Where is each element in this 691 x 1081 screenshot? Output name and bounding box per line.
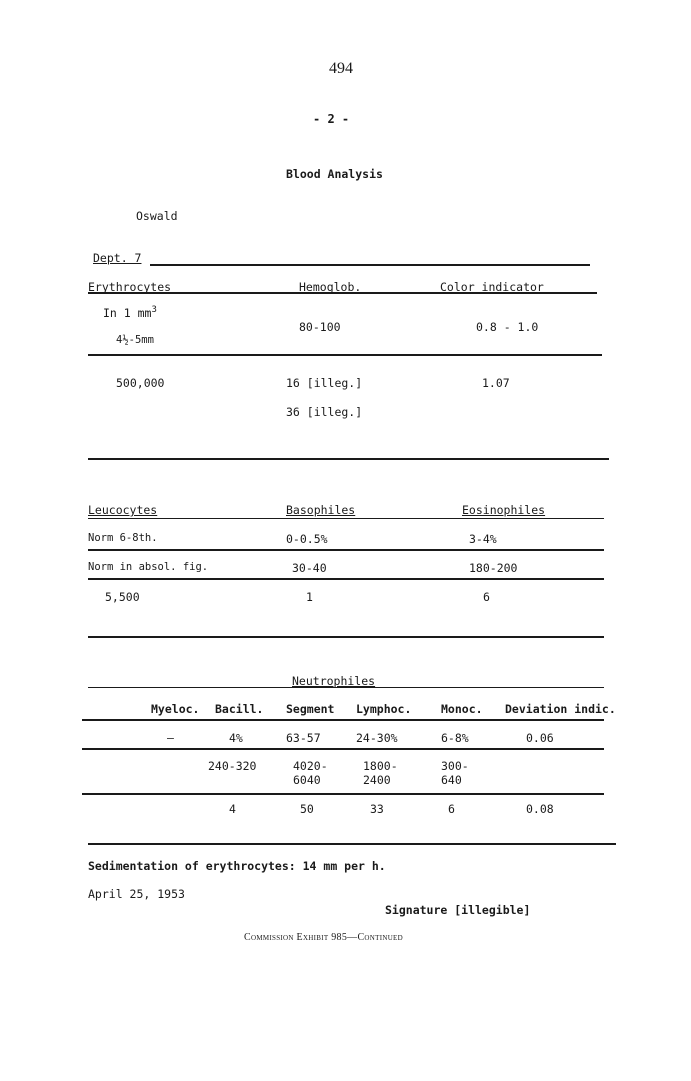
lymphoc-value: 33 (370, 802, 384, 816)
color-indicator-norm: 0.8 - 1.0 (476, 320, 539, 334)
segment-value: 50 (300, 802, 314, 816)
bacill-header: Bacill. (215, 702, 264, 716)
monoc-header: Monoc. (441, 702, 483, 716)
deviation-value: 0.08 (526, 802, 554, 816)
segment-cell-bottom: 6040 (293, 773, 321, 787)
signature-line: Signature [illegible] (385, 903, 531, 917)
dept-rule (150, 264, 590, 266)
erythrocytes-header-rule (88, 292, 597, 294)
color-indicator-header: Color indicator (440, 280, 544, 294)
hemoglobin-header: Hemoglob. (299, 280, 362, 294)
deviation-header: Deviation indic. (505, 702, 616, 716)
color-indicator-value: 1.07 (482, 376, 510, 390)
leucocytes-row-label: Norm 6-8th. (88, 532, 158, 544)
exhibit-caption: Commission Exhibit 985—Continued (244, 932, 403, 943)
leucocytes-row-rule (88, 578, 604, 580)
lymphoc-header: Lymphoc. (356, 702, 412, 716)
segment-header: Segment (286, 702, 335, 716)
erythrocytes-norm-range: 4½-5mm (116, 334, 154, 346)
neutrophiles-title: Neutrophiles (292, 674, 376, 688)
leucocytes-header-rule (88, 518, 604, 519)
monoc-cell: 6-8% (441, 731, 469, 745)
page-number: 494 (329, 60, 353, 77)
basophiles-header: Basophiles (286, 503, 356, 517)
myeloc-header: Myeloc. (151, 702, 200, 716)
eosinophiles-cell: 180-200 (469, 561, 518, 575)
lymphoc-cell-top: 1800- (363, 759, 398, 773)
eosinophiles-cell: 3-4% (469, 532, 497, 546)
eosinophiles-header: Eosinophiles (462, 503, 546, 517)
hemoglobin-value-2: 36 [illeg.] (286, 405, 363, 419)
leucocytes-count: 5,500 (105, 590, 140, 604)
sedimentation-line: Sedimentation of erythrocytes: 14 mm per h. (88, 859, 386, 873)
erythrocytes-count: 500,000 (116, 376, 165, 390)
bacill-cell: 4% (229, 731, 243, 745)
deviation-cell: 0.06 (526, 731, 554, 745)
segment-cell: 63-57 (286, 731, 321, 745)
neutrophiles-header-rule (82, 719, 604, 721)
lymphoc-cell-bottom: 2400 (363, 773, 391, 787)
myeloc-cell: — (167, 731, 174, 745)
bacill-value: 4 (229, 802, 236, 816)
eosinophiles-value: 6 (483, 590, 490, 604)
department: Dept. 7 (93, 251, 142, 265)
report-date: April 25, 1953 (88, 887, 185, 901)
basophiles-cell: 0-0.5% (286, 532, 328, 546)
leucocytes-row-rule (88, 549, 604, 551)
leucocytes-row-label: Norm in absol. fig. (88, 561, 209, 573)
erythrocytes-norm-unit: In 1 $mm^3$ (103, 305, 157, 320)
monoc-cell-bottom: 640 (441, 773, 462, 787)
lymphoc-cell: 24-30% (356, 731, 398, 745)
page-subnumber: - 2 - (313, 112, 350, 126)
leucocytes-end-rule (88, 636, 604, 638)
basophiles-value: 1 (306, 590, 313, 604)
document-title: Blood Analysis (286, 167, 383, 181)
hemoglobin-value-1: 16 [illeg.] (286, 376, 363, 390)
erythrocytes-end-rule (88, 458, 609, 460)
erythrocytes-norm-rule (88, 354, 602, 356)
neutrophiles-title-rule (88, 687, 604, 688)
patient-name: Oswald (136, 209, 178, 223)
neutrophiles-row-rule (82, 748, 604, 750)
segment-cell-top: 4020- (293, 759, 328, 773)
neutrophiles-end-rule (88, 843, 616, 845)
neutrophiles-row-rule (82, 793, 604, 795)
monoc-value: 6 (448, 802, 455, 816)
monoc-cell-top: 300- (441, 759, 469, 773)
bacill-cell: 240-320 (208, 759, 257, 773)
hemoglobin-norm: 80-100 (299, 320, 341, 334)
erythrocytes-header: Erythrocytes (88, 280, 172, 294)
basophiles-cell: 30-40 (292, 561, 327, 575)
leucocytes-header: Leucocytes (88, 503, 158, 517)
